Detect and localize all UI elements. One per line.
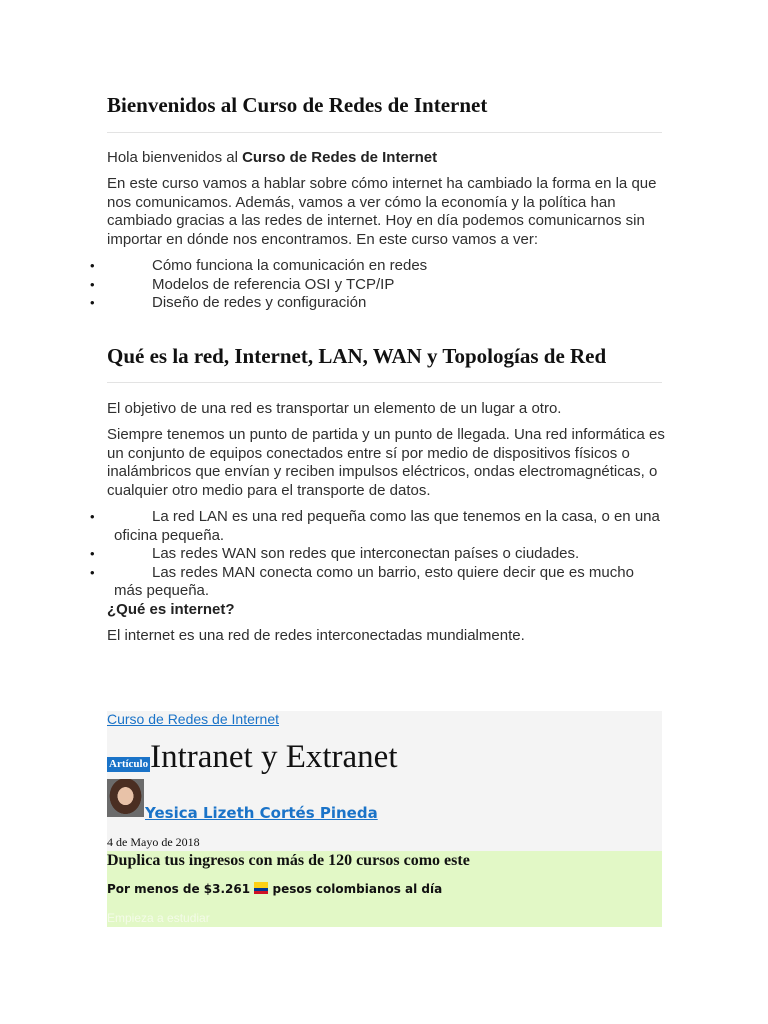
section-title-networks: Qué es la red, Internet, LAN, WAN y Topologías de Red — [107, 344, 607, 368]
internet-answer: El internet es una red de redes interconectadas mundialmente. — [107, 627, 525, 644]
bullet-icon: • — [90, 258, 95, 273]
network-types-list — [90, 508, 667, 601]
article-heading — [107, 739, 398, 776]
bullet-icon: • — [90, 546, 95, 562]
intro-line: nos comunicamos. Además, vamos a ver cómo la economía y la política han — [107, 193, 616, 211]
definition-line: Siempre tenemos un punto de partida y un punto de llegada. Una red informática es — [107, 426, 665, 443]
list-item-text: Diseño de redes y configuración — [152, 294, 367, 312]
network-definition-paragraph — [107, 426, 667, 500]
list-item — [90, 294, 667, 313]
price-suffix: pesos colombianos al día — [272, 882, 443, 896]
section-title-welcome: Bienvenidos al Curso de Redes de Internet — [107, 93, 488, 117]
definition-line: inalámbricos que envían y reciben impulsos eléctricos, ondas electromagnéticas, o — [107, 463, 658, 481]
list-item-text: Modelos de referencia OSI y TCP/IP — [152, 275, 395, 293]
bullet-icon: • — [90, 295, 95, 311]
article-title: Intranet y Extranet — [150, 739, 398, 775]
promo-banner — [107, 851, 662, 927]
definition-line: un conjunto de equipos conectados entre sí por medio de dispositivos físicos o — [107, 444, 630, 462]
greeting-text: Hola bienvenidos al — [107, 149, 243, 166]
list-item — [90, 545, 667, 564]
course-name: Curso de Redes de Internet — [242, 149, 438, 166]
list-item — [90, 257, 667, 276]
price-text: Por menos de $3.261 — [107, 882, 251, 896]
definition-line: cualquier otro medio para el transporte de datos. — [107, 481, 431, 499]
list-item — [90, 563, 667, 601]
article-badge: Artículo — [109, 758, 149, 770]
intro-line: En este curso vamos a hablar sobre cómo internet ha cambiado la forma en la que — [107, 175, 657, 192]
article-card — [107, 711, 662, 851]
greeting — [107, 149, 437, 168]
intro-paragraph — [107, 175, 667, 249]
divider — [107, 382, 662, 383]
objective-paragraph: El objetivo de una red es transportar un elemento de un lugar a otro. — [107, 400, 562, 417]
internet-subheading: ¿Qué es internet? — [107, 601, 235, 618]
promo-headline: Duplica tus ingresos con más de 120 cursos como este — [107, 852, 470, 869]
colombia-flag-icon — [254, 882, 268, 894]
bullet-icon: • — [90, 276, 95, 292]
list-item-text: Las redes WAN son redes que interconectan países o ciudades. — [152, 545, 580, 563]
course-topics-list — [90, 257, 667, 313]
author-avatar[interactable] — [107, 779, 144, 817]
author-link[interactable]: Yesica Lizeth Cortés Pineda — [145, 804, 378, 822]
article-date: 4 de Mayo de 2018 — [107, 835, 200, 849]
bullet-icon: • — [90, 564, 95, 580]
promo-price — [107, 882, 442, 896]
list-item — [90, 275, 667, 295]
list-item-text-cont: más pequeña. — [114, 582, 210, 600]
start-studying-button[interactable]: Empieza a estudiar — [107, 911, 210, 925]
intro-line: cambiado gracias a las redes de internet. Hoy en día podemos comunicarnos sin — [107, 212, 645, 230]
list-item-text-cont: oficina pequeña. — [114, 526, 225, 544]
list-item — [90, 508, 667, 545]
intro-line: importar en dónde nos encontramos. En este curso vamos a ver: — [107, 230, 539, 248]
divider — [107, 132, 662, 133]
list-item-text: Cómo funciona la comunicación en redes — [152, 257, 428, 274]
list-item-text: La red LAN es una red pequeña como las que tenemos en la casa, o en una — [152, 508, 660, 525]
course-link[interactable]: Curso de Redes de Internet — [107, 711, 279, 727]
list-item-text: Las redes MAN conecta como un barrio, esto quiere decir que es mucho — [152, 563, 634, 581]
bullet-icon: • — [90, 509, 95, 524]
